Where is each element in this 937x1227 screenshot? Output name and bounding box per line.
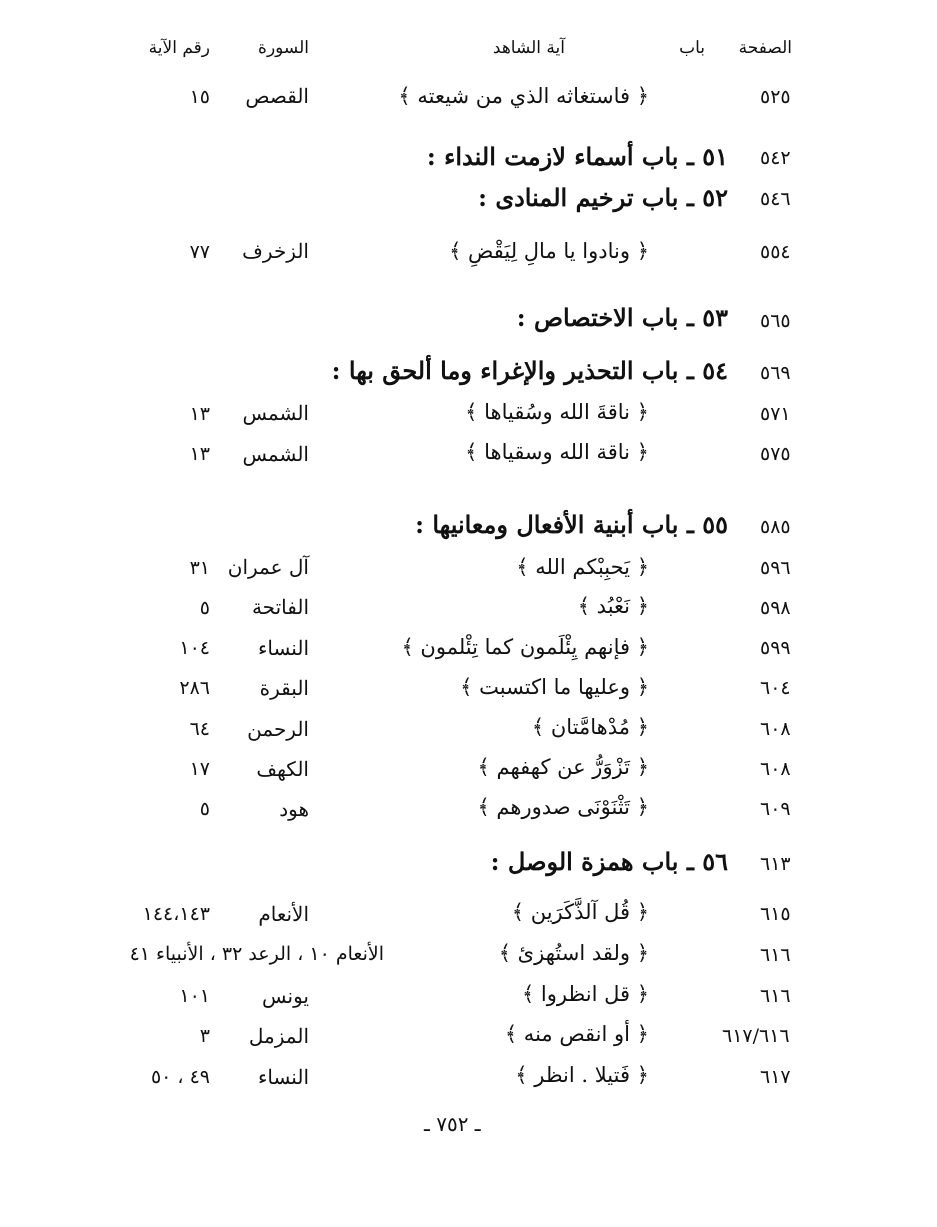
row-surah: الشمس [242,401,309,425]
row-surah: النساء [257,636,309,660]
row-surah: الأنعام [258,902,309,926]
row-surah: الفاتحة [251,595,309,619]
row-surah-ayah-combined: الأنعام ١٠ ، الرعد ٣٢ ، الأنبياء ٤١ [129,943,384,965]
row-page-number: ٥٧٥ [760,443,791,465]
header-bab: باب [679,38,705,58]
row-page-number: ٦٠٤ [760,677,791,699]
section-title: ٥١ ـ باب أسماء لازمت النداء : [426,142,728,171]
header-verse: آية الشاهد [492,38,565,58]
row-ayah: ٣١ [189,557,210,579]
row-page-number: ٥٩٦ [760,557,791,579]
row-page-number: ٦٠٨ [760,718,791,740]
row-ayah: ٥ [199,798,210,820]
row-verse: ﴿ ونادوا يا مالِ لِيَقْضِ ﴾ [449,239,649,263]
row-verse: ﴿ فإنهم يِئْلَمون كما تِئْلمون ﴾ [401,635,649,659]
row-page-number: ٦٠٨ [760,758,791,780]
row-verse: ﴿ فاستغاثه الذي من شيعته ﴾ [398,84,649,108]
row-page-number: ٥٩٩ [760,637,791,659]
row-page-number: ٦١٦ [760,944,791,966]
row-verse: ﴿ أو انقص منه ﴾ [504,1022,649,1046]
row-verse: ﴿ وعليها ما اكتسبت ﴾ [460,675,649,699]
row-surah: هود [279,797,309,821]
row-verse: ﴿ نَعْبُد ﴾ [577,594,649,618]
row-ayah: ٤٩ ، ٥٠ [150,1066,210,1088]
row-surah: المزمل [248,1024,309,1048]
page-number: ـ ٧٥٢ ـ [424,1112,481,1136]
row-verse: ﴿ ناقة الله وسقياها ﴾ [465,440,649,464]
row-page-number: ٦١٧ [760,1066,791,1088]
row-page-number: ٥٦٩ [760,362,791,384]
row-ayah: ٣ [199,1025,210,1047]
section-title: ٥٦ ـ باب همزة الوصل : [490,847,728,876]
row-surah: القصص [245,84,309,108]
row-verse: ﴿ تَثْنَوْنَى صدورهم ﴾ [477,795,649,819]
row-page-number: ٥٤٦ [760,188,791,210]
row-surah: يونس [262,984,309,1008]
row-ayah: ١٣ [189,443,210,465]
row-ayah: ١٣ [189,403,210,425]
row-verse: ﴿ ولقد استُهزئ ﴾ [498,941,649,965]
row-ayah: ١٠٤ [179,637,210,659]
row-verse: ﴿ مُدْهامَّتان ﴾ [531,715,649,739]
row-ayah: ١٥ [189,86,210,108]
row-surah: الزخرف [242,239,309,263]
row-surah: الشمس [242,442,309,466]
row-ayah: ١٧ [189,758,210,780]
row-ayah: ٥ [199,597,210,619]
row-verse: ﴿ قُل آلذَّكَرَين ﴾ [511,900,649,924]
header-ayah-number: رقم الآية [148,38,210,58]
row-verse: ﴿ قل انظروا ﴾ [521,982,649,1006]
row-ayah: ٢٨٦ [179,677,210,699]
row-page-number: ٦٠٩ [760,798,791,820]
row-page-number: ٥٦٥ [760,310,791,332]
row-verse: ﴿ يَحبِبْكم الله ﴾ [516,555,649,579]
row-surah: آل عمران [227,555,309,579]
row-surah: البقرة [259,676,309,700]
row-page-number: ٥٩٨ [760,597,791,619]
section-title: ٥٣ ـ باب الاختصاص : [516,303,728,332]
row-surah: الكهف [256,757,309,781]
row-page-number: ٦١٥ [760,903,791,925]
row-surah: النساء [257,1065,309,1089]
header-surah: السورة [258,38,309,58]
row-ayah: ١٤٤،١٤٣ [142,903,210,925]
row-page-number: ٦١٣ [760,853,791,875]
row-ayah: ٦٤ [189,718,210,740]
section-title: ٥٢ ـ باب ترخيم المنادى : [478,183,728,212]
section-title: ٥٤ ـ باب التحذير والإغراء وما ألحق بها : [331,356,728,385]
header-page: الصفحة [738,38,792,58]
row-ayah: ١٠١ [179,985,210,1007]
row-ayah: ٧٧ [189,241,210,263]
row-surah: الرحمن [247,717,309,741]
row-page-number: ٦١٦ [760,985,791,1007]
row-page-number: ٥٢٥ [760,86,791,108]
row-page-number: ٦١٧/٦١٦ [722,1025,790,1047]
row-verse: ﴿ فَتيلا . انظر ﴾ [515,1063,649,1087]
row-verse: ﴿ تَزْوَرُّ عن كهفهم ﴾ [477,755,649,779]
row-page-number: ٥٨٥ [760,516,791,538]
row-page-number: ٥٤٢ [760,147,791,169]
row-verse: ﴿ ناقةَ الله وسُقياها ﴾ [465,400,649,424]
section-title: ٥٥ ـ باب أبنية الأفعال ومعانيها : [415,510,728,539]
row-page-number: ٥٥٤ [760,241,791,263]
row-page-number: ٥٧١ [760,403,791,425]
